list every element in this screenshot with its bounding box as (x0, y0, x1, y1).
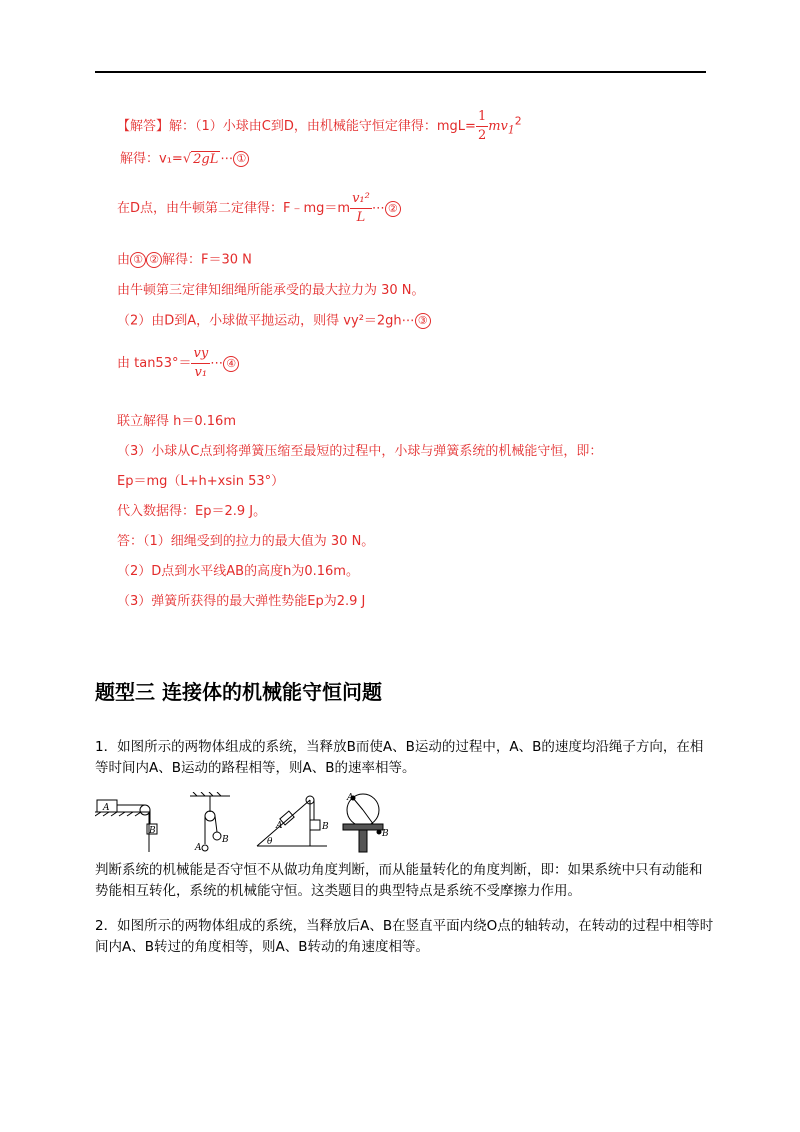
answer-label: 【解答】 (117, 119, 170, 134)
answer-line-9: （3）小球从C点到将弹簧压缩至最短的过程中，小球与弹簧系统的机械能守恒，即： (117, 444, 603, 459)
paragraph-2: 判断系统的机械能是否守恒不从做功角度判断，而从能量转化的角度判断，即：如果系统中只有动能和势能相互转化，系统的机械能守恒。这类题目的典型特点是系统不受摩擦力作用。 (95, 862, 703, 899)
circled-3: ③ (415, 313, 431, 329)
answer-line-2: 解得：v₁=√ 2gL ⋯ ① (120, 151, 249, 168)
fig3-label-b: B (322, 822, 329, 832)
fig4-label-b: B (382, 829, 389, 839)
answer-line-13: （2）D点到水平线AB的高度h为0.16m。 (117, 564, 359, 579)
fig1-label-a: A (103, 803, 110, 813)
answer-line-8: 联立解得 h＝0.16m (117, 414, 236, 429)
answer-line-12: 答：（1）细绳受到的拉力的最大值为 30 N。 (117, 534, 375, 549)
section-title: 题型三 连接体的机械能守恒问题 (95, 680, 382, 704)
answer-line-14: （3）弹簧所获得的最大弹性势能Ep为2.9 J (117, 594, 366, 609)
answer-line-7: 由 tan53°＝ $\frac{vy}{\text{v₁}}$ ⋯ ④ (117, 345, 239, 382)
fraction-half: $\frac{1}{2}$ (477, 109, 487, 143)
paragraph-3: 2．如图所示的两物体组成的系统，当释放后A、B在竖直平面内绕O点的轴转动，在转动的过程中相等时间内A、B转过的角度相等，则A、B转动的角速度相等。 (95, 918, 714, 955)
fig1-label-b: B (149, 826, 156, 836)
answer-line-10: Ep＝mg（L+h+xsin 53°） (117, 474, 285, 489)
answer-line-1: 【解答】解：（1）小球由C到D，由机械能守恒定律得：mgL= $\frac{1}{2}$ $mv_1^2$ (117, 109, 522, 143)
circled-4: ④ (223, 356, 239, 372)
circled-1: ① (233, 151, 249, 167)
fig4-label-a: A (347, 793, 354, 803)
fig2-label-a: A (195, 843, 202, 853)
fig2-label-b: B (222, 835, 229, 845)
connected-body-diagrams (95, 792, 415, 854)
header-rule (95, 71, 706, 73)
fig3-label-a: A (276, 821, 283, 831)
answer-line-6: （2）由D到A，小球做平抛运动，则得 vy²＝2gh⋯ ③ (117, 313, 431, 330)
fig3-label-theta: θ (267, 837, 273, 847)
answer-line-5: 由牛顿第三定律知细绳所能承受的最大拉力为 30 N。 (117, 283, 425, 298)
fraction-vy-over-v1: $\frac{vy}{\text{v₁}}$ (193, 346, 209, 380)
fraction-v1-over-l: $\frac{\text{v₁²}}{L}$ (352, 191, 370, 225)
answer-line-11: 代入数据得：Ep＝2.9 J。 (117, 504, 267, 519)
circled-2: ② (385, 201, 401, 217)
paragraph-1: 1．如图所示的两物体组成的系统，当释放B而使A、B运动的过程中，A、B的速度均沿绳子方向，在相等时间内A、B运动的路程相等，则A、B的速率相等。 (95, 739, 704, 776)
answer-line-4: 由 ① ② 解得：F＝30 N (117, 252, 252, 268)
answer-line-3: 在D点，由牛顿第二定律得：F﹣mg＝m $\frac{\text{v₁²}}{L}$ ⋯ ② (117, 190, 401, 227)
